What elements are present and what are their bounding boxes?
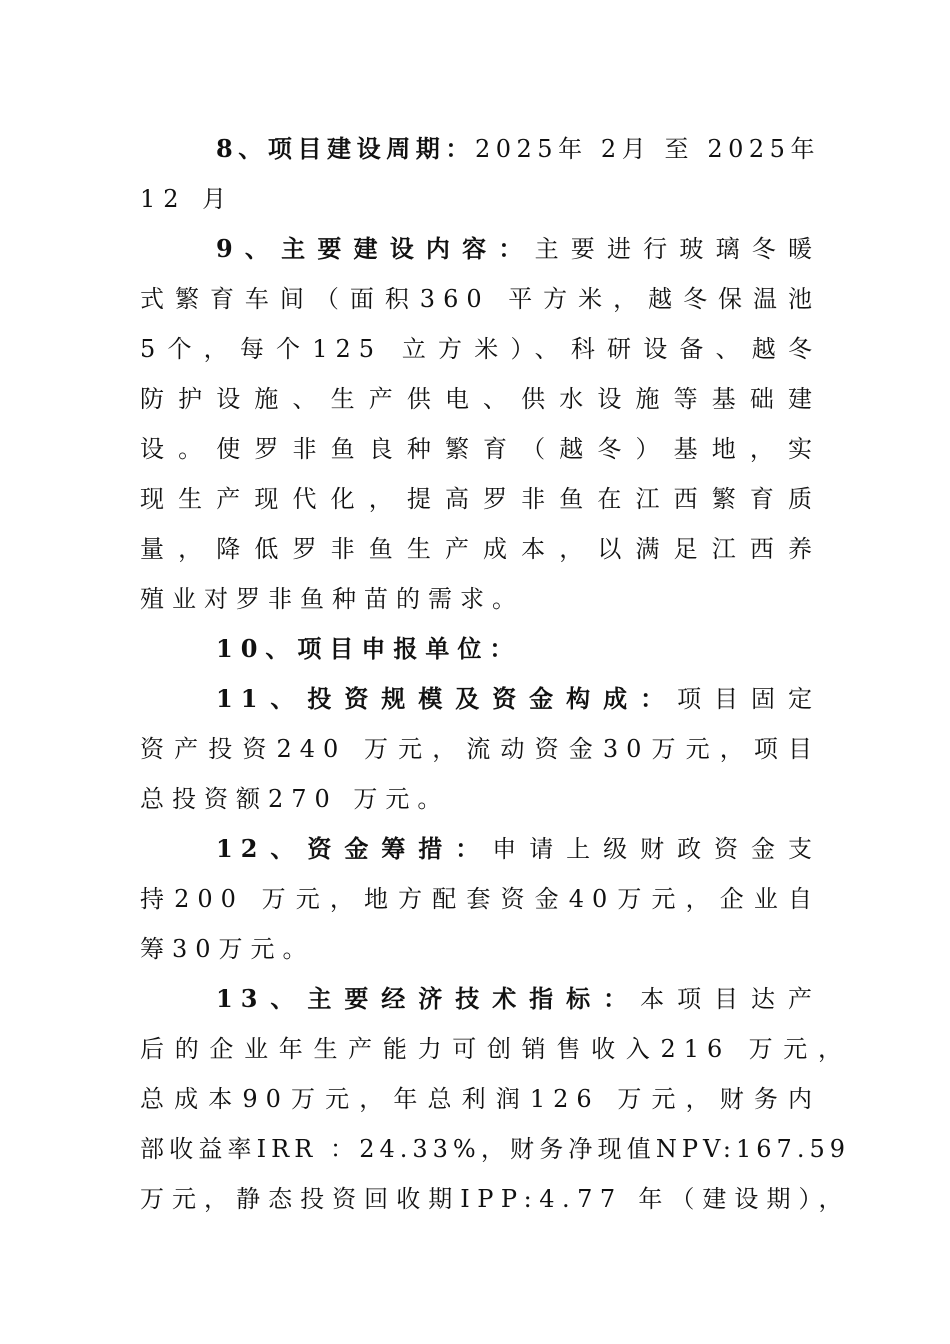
text-line xyxy=(140,874,820,924)
text-line xyxy=(216,624,820,674)
line-text: 持200 万元，地方配套资金40万元，企业自 xyxy=(140,885,820,913)
line-text: 量，降低罗非鱼生产成本，以满足江西养 xyxy=(140,535,820,563)
line-text: 本项目达产 xyxy=(640,985,821,1013)
section-heading: 13、主要经济技术指标： xyxy=(216,984,641,1013)
line-text: 万元，静态投资回收期IPP:4.77 年（建设期）， xyxy=(140,1185,850,1213)
text-line xyxy=(140,1024,850,1074)
section-heading: 9、主要建设内容： xyxy=(216,234,535,263)
line-text: 申请上级财政资金支 xyxy=(492,835,821,863)
text-line xyxy=(140,174,820,224)
line-text: 殖业对罗非鱼种苗的需求。 xyxy=(140,585,524,613)
text-line xyxy=(140,524,820,574)
line-text: 后的企业年生产能力可创销售收入216 万元， xyxy=(140,1035,850,1063)
line-text: 式繁育车间（面积360 平方米，越冬保温池 xyxy=(140,285,820,313)
line-text: 部收益率IRR ：24.33%，财务净现值NPV:167.59 xyxy=(140,1135,850,1163)
line-text: 防护设施、生产供电、供水设施等基础建 xyxy=(140,385,820,413)
line-text: 总成本90万元，年总利润126 万元，财务内 xyxy=(140,1085,820,1113)
text-line xyxy=(140,424,820,474)
section-heading: 10、项目申报单位： xyxy=(216,634,522,663)
text-line xyxy=(140,1124,850,1174)
line-text: 主要进行玻璃冬暖 xyxy=(534,235,821,263)
line-text: 项目固定 xyxy=(677,685,820,713)
text-line xyxy=(216,824,820,874)
text-line xyxy=(140,1074,820,1124)
section-heading: 8、项目建设周期： xyxy=(216,134,475,163)
text-line xyxy=(140,1174,850,1224)
text-line xyxy=(140,774,820,824)
line-text: 资产投资240 万元，流动资金30万元，项目 xyxy=(140,735,820,763)
line-text: 12 月 xyxy=(140,185,235,213)
text-line xyxy=(140,574,820,624)
section-heading: 11、投资规模及资金构成： xyxy=(216,684,678,713)
text-line xyxy=(140,324,820,374)
text-line xyxy=(216,974,820,1024)
text-line xyxy=(140,724,820,774)
line-text: 现生产现代化，提高罗非鱼在江西繁育质 xyxy=(140,485,820,513)
text-line xyxy=(140,474,820,524)
text-line xyxy=(140,374,820,424)
text-line xyxy=(216,224,820,274)
line-text: 5个，每个125 立方米）、科研设备、越冬 xyxy=(140,335,820,363)
text-line xyxy=(216,124,820,174)
text-line xyxy=(140,274,820,324)
text-line xyxy=(140,924,820,974)
line-text: 2025年 2月 至 2025年 xyxy=(474,135,821,163)
line-text: 总投资额270 万元。 xyxy=(140,785,450,813)
text-line xyxy=(216,674,820,724)
line-text: 筹30万元。 xyxy=(140,935,315,963)
line-text: 设。使罗非鱼良种繁育（越冬）基地，实 xyxy=(140,435,820,463)
section-heading: 12、资金筹措： xyxy=(216,834,493,863)
